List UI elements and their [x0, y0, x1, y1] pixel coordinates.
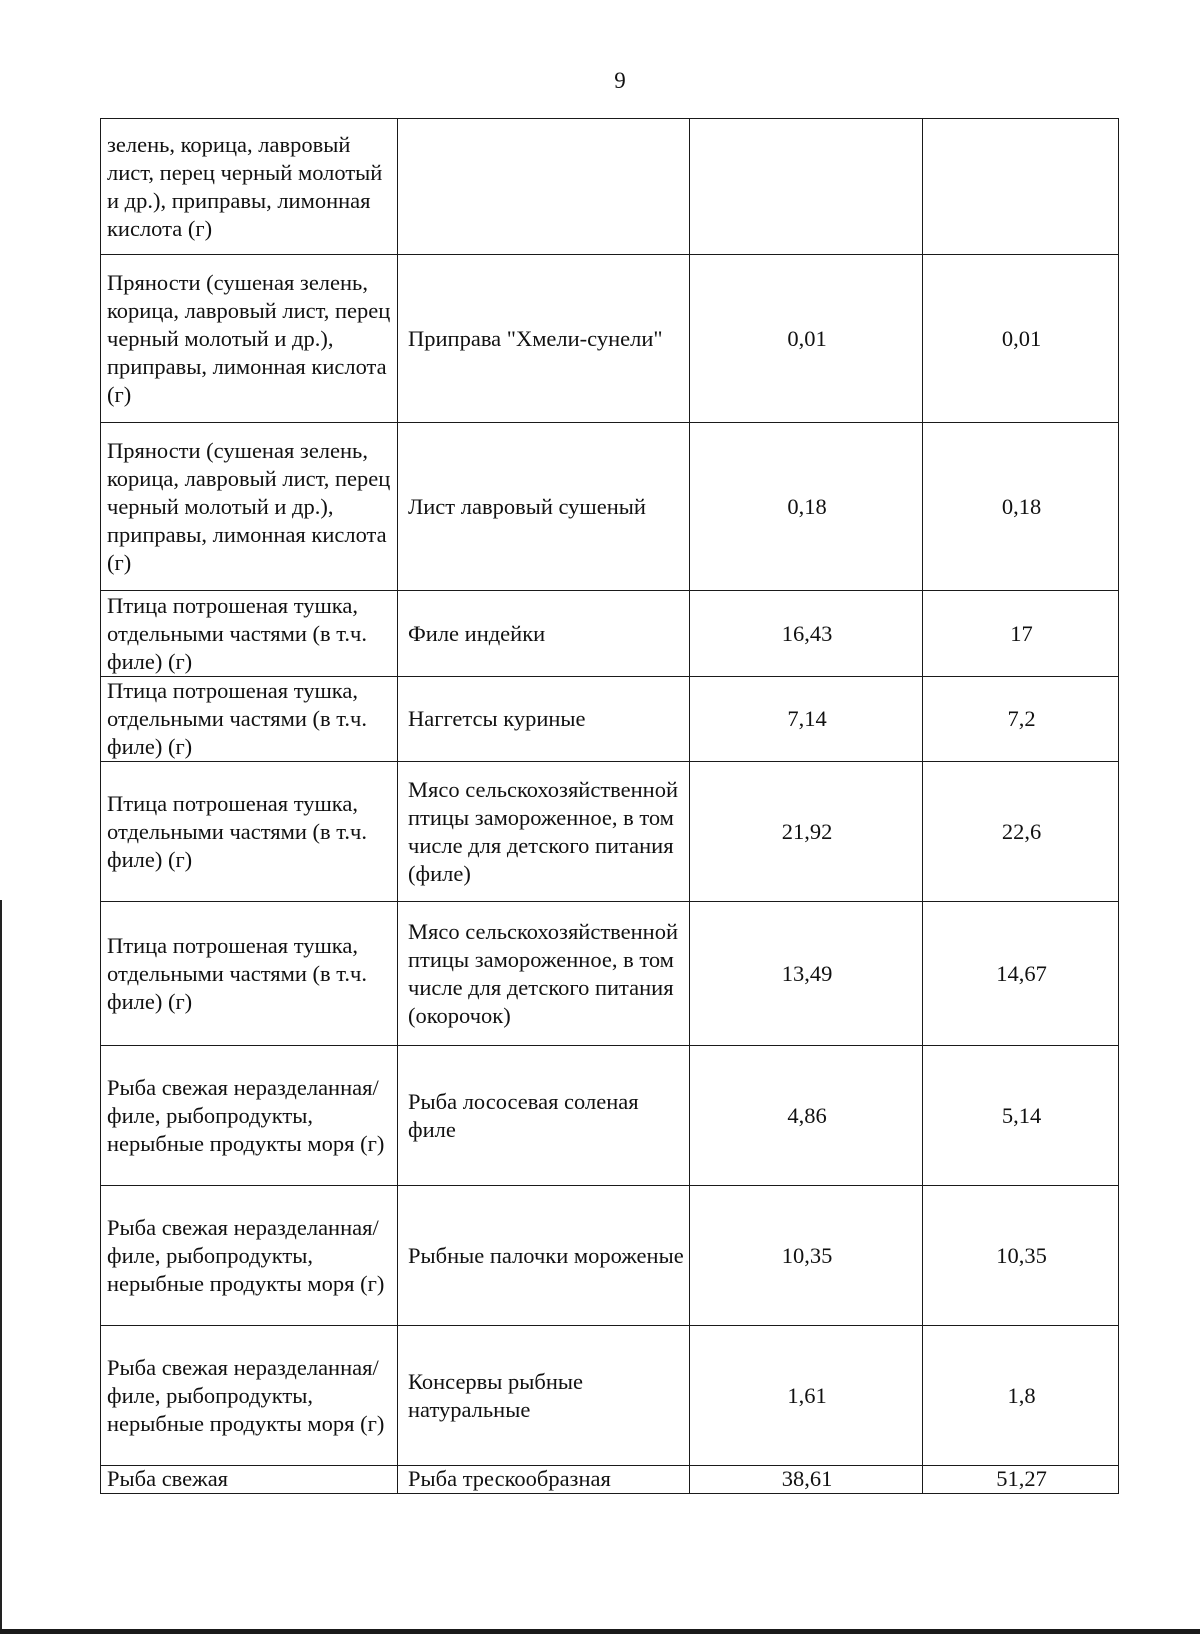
table-row [101, 119, 1119, 255]
product-cell: Наггетсы куриные [398, 677, 690, 762]
value2-cell: 17 [923, 591, 1119, 677]
table-row [101, 255, 1119, 423]
product-cell: Консервы рыбные натуральные [398, 1326, 690, 1466]
value1-cell: 16,43 [690, 591, 923, 677]
value1-cell: 21,92 [690, 762, 923, 902]
category-cell: Пряности (сушеная зелень, корица, лавровый лист, перец черный молотый и др.), приправы, лимонная кислота (г) [101, 423, 398, 591]
table-row [101, 677, 1119, 762]
scan-edge-left [0, 900, 2, 1634]
table-row [101, 1046, 1119, 1186]
table-row [101, 762, 1119, 902]
category-cell: Рыба свежая [101, 1466, 398, 1494]
product-cell: Рыба трескообразная [398, 1466, 690, 1494]
page-number: 9 [614, 68, 626, 93]
value1-cell: 0,18 [690, 423, 923, 591]
product-cell [398, 119, 690, 255]
product-cell: Лист лавровый сушеный [398, 423, 690, 591]
value2-cell: 14,67 [923, 902, 1119, 1046]
value1-cell [690, 119, 923, 255]
category-cell: Рыба свежая неразделанная/филе, рыбопродукты, нерыбные продукты моря (г) [101, 1046, 398, 1186]
category-cell: Пряности (сушеная зелень, корица, лавровый лист, перец черный молотый и др.), приправы, лимонная кислота (г) [101, 255, 398, 423]
table-row [101, 1466, 1119, 1494]
category-cell: зелень, корица, лавровый лист, перец черный молотый и др.), приправы, лимонная кислота (г) [101, 119, 398, 255]
products-table [100, 118, 1119, 1494]
category-cell: Птица потрошеная тушка, отдельными частями (в т.ч. филе) (г) [101, 677, 398, 762]
category-cell: Птица потрошеная тушка, отдельными частями (в т.ч. филе) (г) [101, 762, 398, 902]
value2-cell: 22,6 [923, 762, 1119, 902]
value1-cell: 1,61 [690, 1326, 923, 1466]
product-cell: Рыба лососевая соленая филе [398, 1046, 690, 1186]
value2-cell: 5,14 [923, 1046, 1119, 1186]
value2-cell: 0,01 [923, 255, 1119, 423]
value2-cell: 1,8 [923, 1326, 1119, 1466]
table-row [101, 1186, 1119, 1326]
category-cell: Птица потрошеная тушка, отдельными частями (в т.ч. филе) (г) [101, 902, 398, 1046]
product-cell: Приправа "Хмели-сунели" [398, 255, 690, 423]
value1-cell: 38,61 [690, 1466, 923, 1494]
table-row [101, 423, 1119, 591]
product-cell: Мясо сельскохозяйственной птицы замороженное, в том числе для детского питания (филе) [398, 762, 690, 902]
scan-edge-bottom [0, 1629, 1200, 1634]
table-row [101, 591, 1119, 677]
value1-cell: 0,01 [690, 255, 923, 423]
product-cell: Филе индейки [398, 591, 690, 677]
category-cell: Рыба свежая неразделанная/филе, рыбопродукты, нерыбные продукты моря (г) [101, 1326, 398, 1466]
category-cell: Птица потрошеная тушка, отдельными частями (в т.ч. филе) (г) [101, 591, 398, 677]
value2-cell [923, 119, 1119, 255]
value2-cell: 0,18 [923, 423, 1119, 591]
value2-cell: 7,2 [923, 677, 1119, 762]
value1-cell: 7,14 [690, 677, 923, 762]
category-cell: Рыба свежая неразделанная/филе, рыбопродукты, нерыбные продукты моря (г) [101, 1186, 398, 1326]
table-row [101, 1326, 1119, 1466]
product-cell: Рыбные палочки мороженые [398, 1186, 690, 1326]
value2-cell: 51,27 [923, 1466, 1119, 1494]
value1-cell: 10,35 [690, 1186, 923, 1326]
table-row [101, 902, 1119, 1046]
product-cell: Мясо сельскохозяйственной птицы замороженное, в том числе для детского питания (окорочок) [398, 902, 690, 1046]
value1-cell: 4,86 [690, 1046, 923, 1186]
value2-cell: 10,35 [923, 1186, 1119, 1326]
value1-cell: 13,49 [690, 902, 923, 1046]
